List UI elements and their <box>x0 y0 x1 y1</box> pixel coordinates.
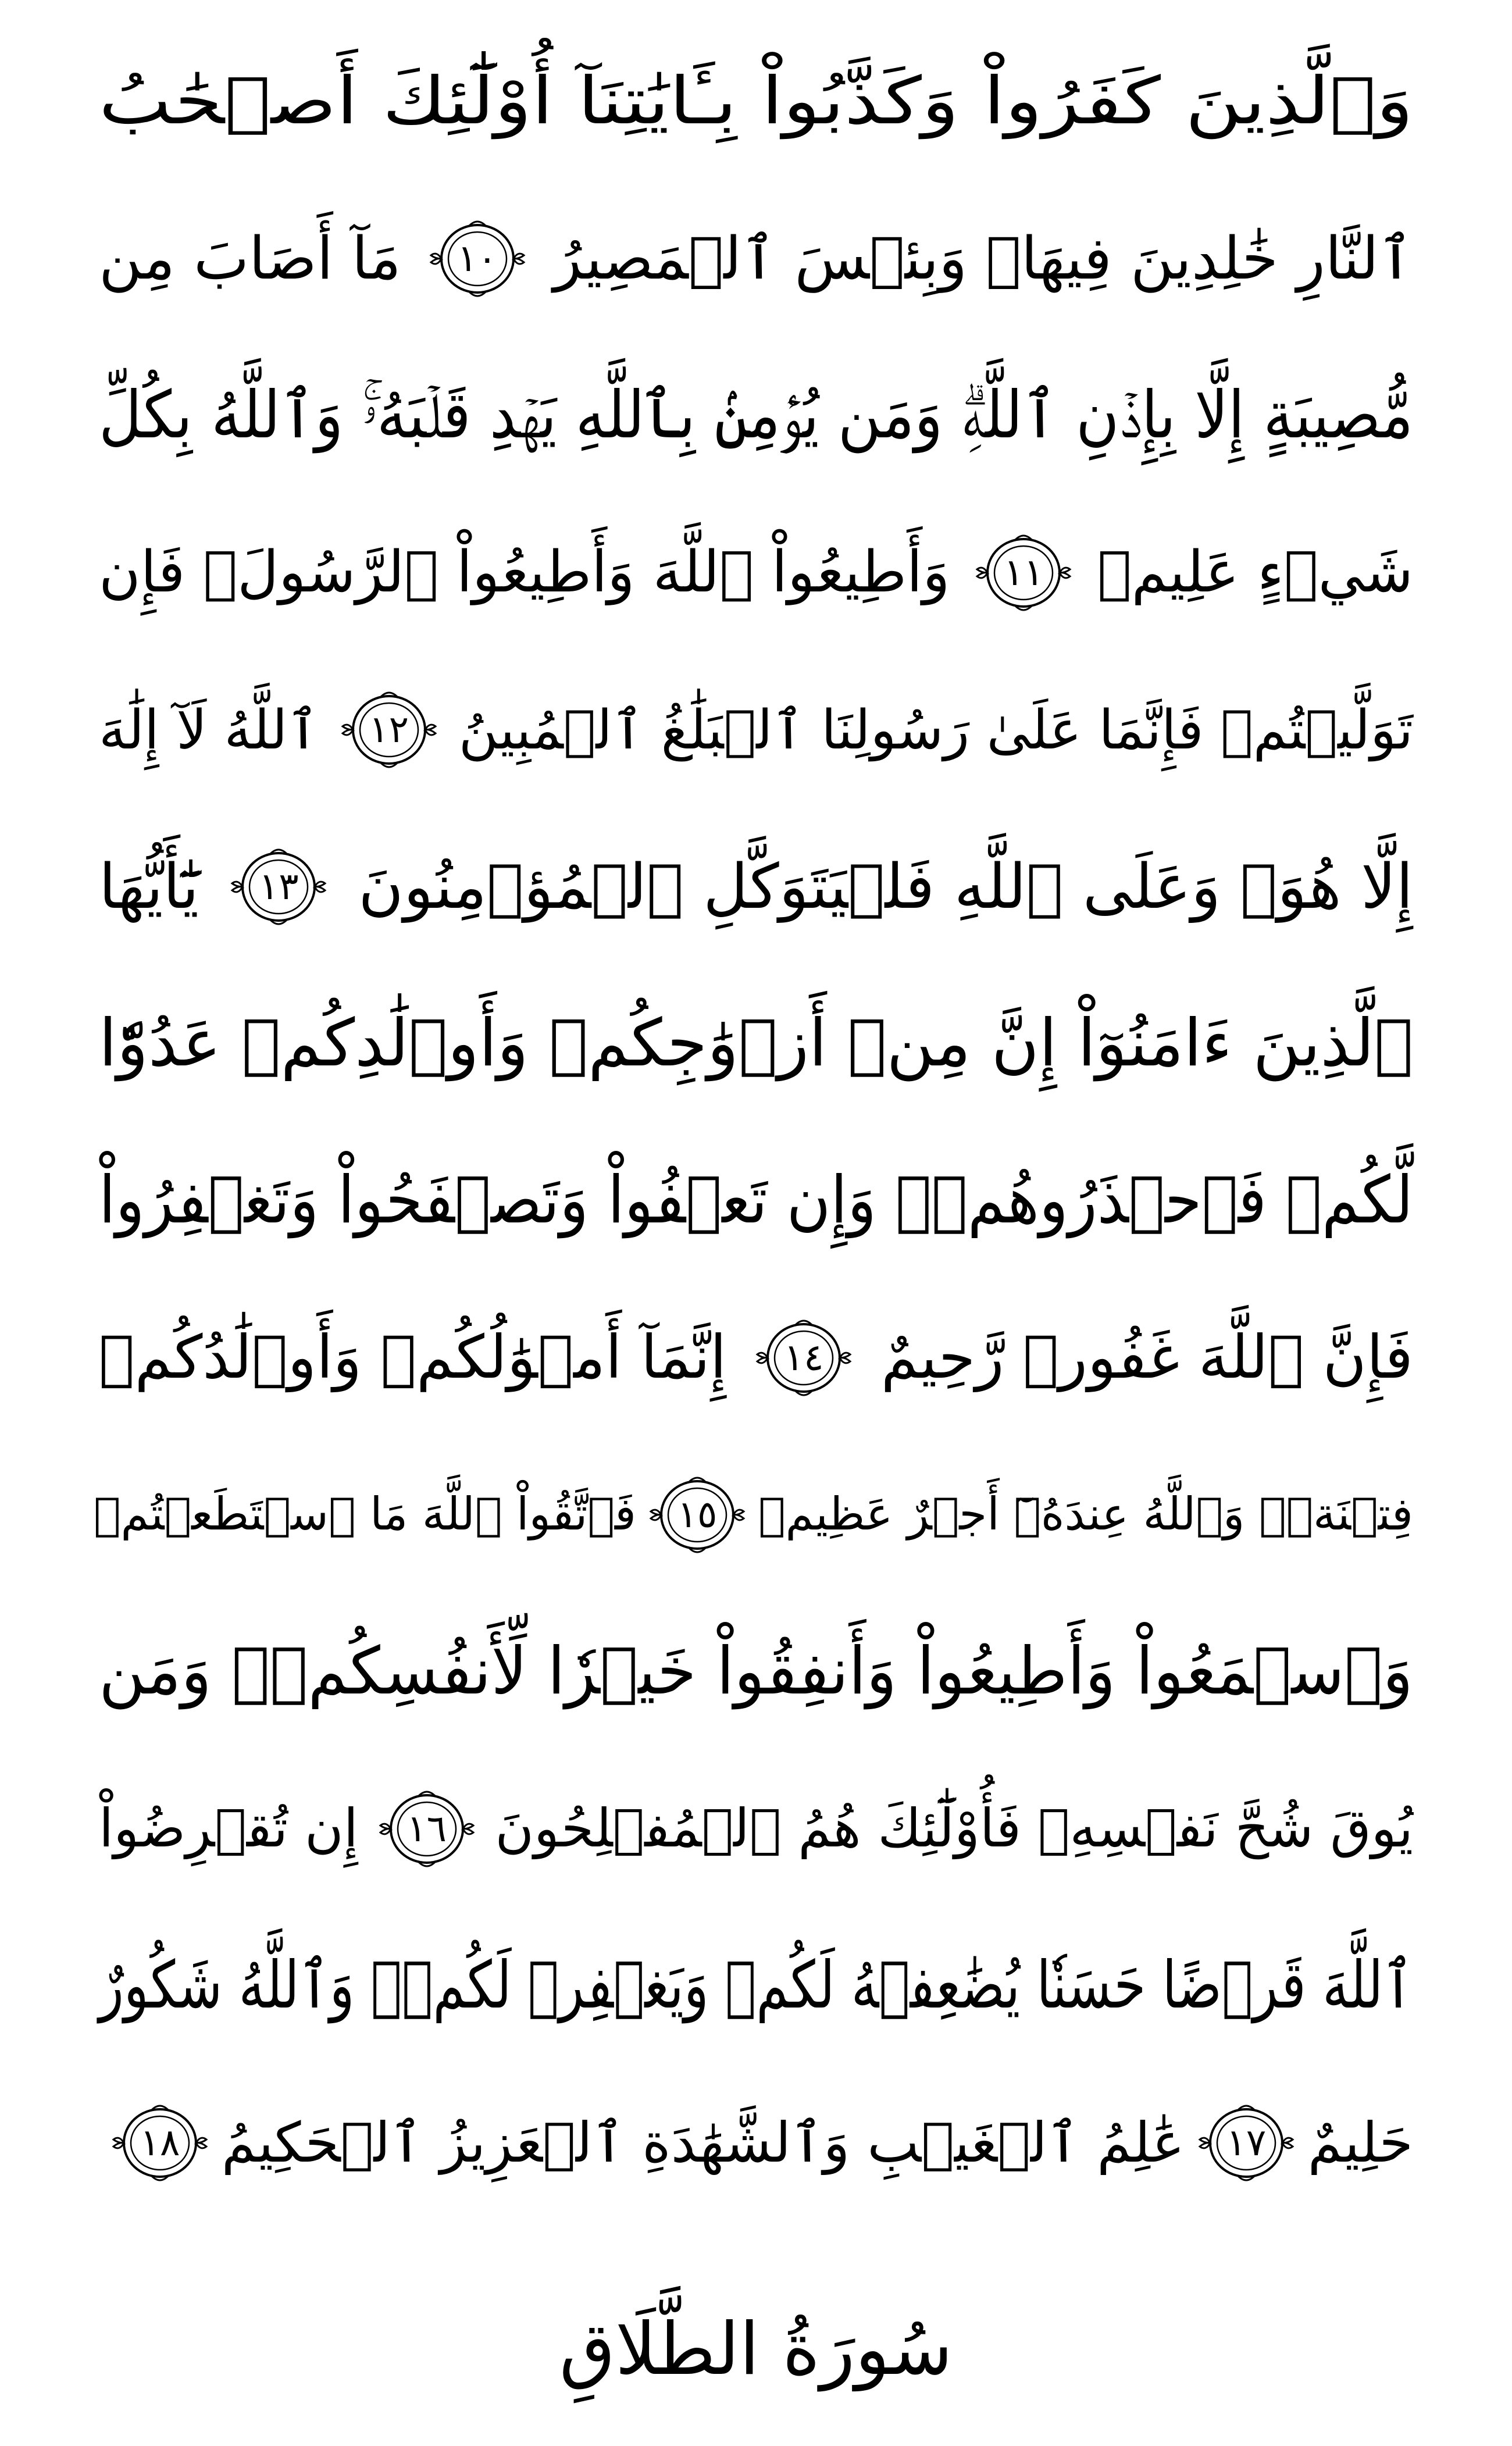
ayah-number: ١٦ <box>406 1807 447 1850</box>
ayah-number: ١٨ <box>140 2121 180 2165</box>
verse-text: إِن تُقۡرِضُواْ <box>99 1798 358 1860</box>
verse-line <box>99 337 1413 494</box>
verse-text: شَيۡءٍ عَلِيمٞ <box>1097 539 1413 606</box>
ayah-number: ١٢ <box>369 708 409 751</box>
verse-line <box>99 494 1413 651</box>
verse-text: فَٱتَّقُواْ ٱللَّهَ مَا ٱسۡتَطَعۡتُمۡ <box>94 1488 636 1541</box>
ayah-number-marker <box>754 1314 853 1402</box>
verse-text: تَوَلَّيۡتُمۡ فَإِنَّمَا عَلَىٰ رَسُولِنَا ٱلۡبَلَٰغُ ٱلۡمُبِينُ <box>458 698 1413 761</box>
verse-text: فِتۡنَةٞۚ وَٱللَّهُ عِندَهُۥٓ أَجۡرٌ عَظِيمٞ <box>758 1488 1413 1541</box>
verse-text: فَإِنَّ ٱللَّهَ غَفُورٞ رَّحِيمٌ <box>880 1322 1413 1392</box>
verse-text: مُّصِيبَةٍ إِلَّا بِإِذۡنِ ٱللَّهِۗ وَمَن يُؤۡمِنۢ بِٱللَّهِ يَهۡدِ قَلۡبَهُۥۚ وَٱللَّهُ بِكُلِّ <box>98 377 1413 454</box>
verse-text: ٱلَّذِينَ ءَامَنُوٓاْ إِنَّ مِنۡ أَزۡوَٰجِكُمۡ وَأَوۡلَٰدِكُمۡ عَدُوّٗا <box>98 1006 1413 1082</box>
verse-text: إِنَّمَآ أَمۡوَٰلُكُمۡ وَأَوۡلَٰدُكُمۡ <box>99 1322 727 1392</box>
verse-line <box>99 180 1413 337</box>
verse-text: ٱلنَّارِ خَٰلِدِينَ فِيهَاۖ وَبِئۡسَ ٱلۡمَصِيرُ <box>553 224 1413 293</box>
verse-text: ٱللَّهُ لَآ إِلَٰهَ <box>99 698 319 761</box>
ayah-number: ١٧ <box>1226 2121 1267 2165</box>
verse-text: عَٰلِمُ ٱلۡغَيۡبِ وَٱلشَّهَٰدَةِ ٱلۡعَزِيزُ ٱلۡحَكِيمُ <box>221 2110 1185 2175</box>
verse-line <box>99 1122 1413 1279</box>
ayah-number-marker <box>340 686 438 773</box>
verse-line <box>99 651 1413 808</box>
verse-text: ٱللَّهَ قَرۡضًا حَسَنٗا يُضَٰعِفۡهُ لَكُمۡ وَيَغۡفِرۡ لَكُمۡۚ وَٱللَّهُ شَكُورٌ <box>98 1948 1413 2024</box>
verse-text: وَٱسۡمَعُواْ وَأَطِيعُواْ وَأَنفِقُواْ خَيۡرٗا لِّأَنفُسِكُمۡۗ وَمَن <box>99 1634 1413 1710</box>
ayah-number-marker <box>377 1785 476 1873</box>
ayah-number: ١١ <box>1003 551 1044 594</box>
mushaf-page <box>94 0 1413 2446</box>
verse-text: وَٱلَّذِينَ كَفَرُواْ وَكَذَّبُواْ بِـَٔايَٰتِنَآ أُوْلَٰٓئِكَ أَصۡحَٰبُ <box>98 63 1413 140</box>
verse-line <box>99 965 1413 1122</box>
ayah-number: ١٤ <box>783 1336 824 1379</box>
verse-text: مَآ أَصَابَ مِن <box>99 224 401 293</box>
ayah-number-marker <box>648 1471 747 1559</box>
ayah-number-marker <box>110 2099 209 2187</box>
verse-text: لَّكُمۡ فَٱحۡذَرُوهُمۡۚ وَإِن تَعۡفُواْ وَتَصۡفَحُواْ وَتَغۡفِرُواْ <box>98 1163 1413 1239</box>
verse-line <box>99 2065 1413 2222</box>
verse-text: حَلِيمٌ <box>1307 2110 1413 2175</box>
ayah-number-marker <box>229 843 328 930</box>
verse-line <box>99 1907 1413 2065</box>
verse-text: يَٰٓأَيُّهَا <box>99 850 199 922</box>
ayah-number-marker <box>428 215 527 302</box>
verse-text: يُوقَ شُحَّ نَفۡسِهِۦ فَأُوْلَٰٓئِكَ هُمُ ٱلۡمُفۡلِحُونَ <box>495 1798 1413 1860</box>
verse-text: إِلَّا هُوَۚ وَعَلَى ٱللَّهِ فَلۡيَتَوَكَّلِ ٱلۡمُؤۡمِنُونَ <box>358 850 1413 922</box>
ayah-number: ١٥ <box>677 1493 718 1536</box>
ayah-number-marker <box>1197 2099 1296 2187</box>
verse-line <box>99 1279 1413 1436</box>
verse-line <box>99 1593 1413 1750</box>
ayah-number: ١٠ <box>457 237 498 280</box>
surah-title: سُورَةُ الطَّلَاقِ <box>559 2308 953 2391</box>
verse-line <box>94 1436 1413 1593</box>
verse-line <box>99 808 1413 965</box>
verse-line <box>99 1750 1413 1907</box>
verse-text: وَأَطِيعُواْ ٱللَّهَ وَأَطِيعُواْ ٱلرَّسُولَۚ فَإِن <box>99 539 950 606</box>
ayah-number: ١٣ <box>258 865 299 908</box>
verse-line <box>99 23 1413 180</box>
ayah-number-marker <box>974 529 1073 616</box>
